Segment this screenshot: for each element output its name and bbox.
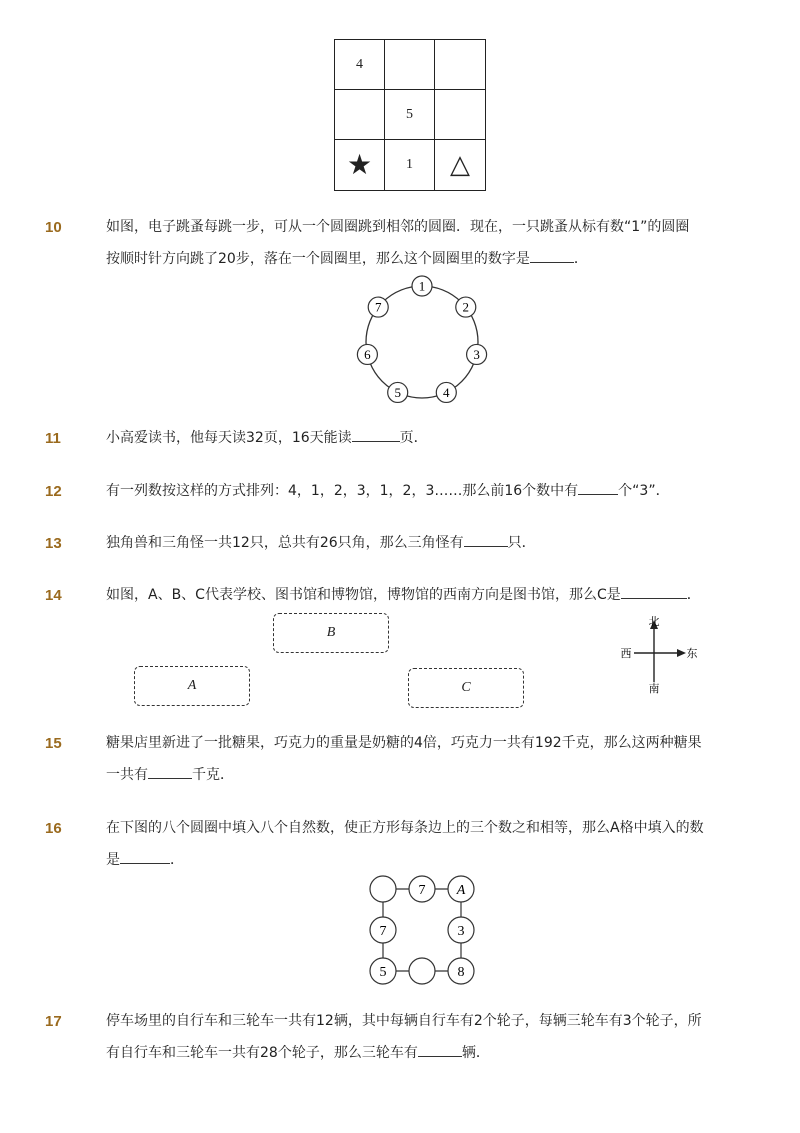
question-text xyxy=(106,579,726,611)
compass-east: 东 xyxy=(686,648,698,660)
answer-blank[interactable] xyxy=(418,1042,462,1057)
answer-blank[interactable] xyxy=(621,584,687,599)
compass-west: 西 xyxy=(620,648,632,660)
square-circles-diagram xyxy=(365,870,481,990)
question-text xyxy=(106,812,726,876)
ring-node-label: 5 xyxy=(394,384,401,400)
box-a: A xyxy=(134,666,250,706)
grid-cell xyxy=(385,40,435,90)
square-node-label: 7 xyxy=(379,924,387,939)
answer-blank[interactable] xyxy=(148,764,192,779)
question-number: 13 xyxy=(45,535,62,552)
box-b: B xyxy=(273,613,389,653)
ring-node-label: 3 xyxy=(473,346,480,362)
question-number: 16 xyxy=(45,820,62,837)
star-icon: ★ xyxy=(335,140,385,190)
question-text-part: 独角兽和三角怪一共12只，总共有26只角，那么三角怪有 xyxy=(106,535,464,551)
ring-node-label: 7 xyxy=(374,299,382,315)
question-text-part: 按顺时针方向跳了20步，落在一个圆圈里，那么这个圆圈里的数字是 xyxy=(106,251,530,267)
question-number: 15 xyxy=(45,735,62,752)
question-text xyxy=(106,422,726,454)
grid-cell xyxy=(435,90,485,140)
question-text-part: 辆． xyxy=(461,1045,490,1061)
ring-node-label: 6 xyxy=(364,346,371,362)
square-node xyxy=(370,876,396,902)
question-text-part: 千克． xyxy=(192,767,234,783)
question-number: 11 xyxy=(45,430,61,447)
compass-icon xyxy=(616,612,700,696)
question-text-part: ． xyxy=(170,852,184,868)
question-number: 17 xyxy=(45,1013,62,1030)
question-text xyxy=(106,727,726,791)
question-text-part: 页． xyxy=(399,430,428,446)
ring-node-label: 1 xyxy=(418,278,426,294)
ring-node-label: 2 xyxy=(462,299,470,315)
question-line: 在下图的八个圆圈中填入八个自然数，使正方形每条边上的三个数之和相等，那么A格中填入的数 xyxy=(106,820,704,836)
compass-south: 南 xyxy=(648,683,660,695)
question-text xyxy=(106,475,726,507)
grid-cell: 4 xyxy=(335,40,385,90)
question-text-part: 小高爱读书，他每天读32页，16天能读 xyxy=(106,430,352,446)
question-text-part: 一共有 xyxy=(106,767,148,783)
square-node-label: 5 xyxy=(379,965,387,980)
question-number: 14 xyxy=(45,587,62,604)
question-line: 糖果店里新进了一批糖果，巧克力的重量是奶糖的4倍，巧克力一共有192千克，那么这两种糖果 xyxy=(106,735,702,751)
question-text-part: ． xyxy=(686,587,701,603)
answer-blank[interactable] xyxy=(530,248,574,263)
question-line: 如图，电子跳蚤每跳一步，可从一个圆圈跳到相邻的圆圈．现在，一只跳蚤从标有数“1”的圆圈 xyxy=(106,219,690,235)
number-grid xyxy=(334,39,486,191)
question-number: 10 xyxy=(45,219,62,236)
question-text-part: 是 xyxy=(106,852,120,868)
answer-blank[interactable] xyxy=(352,427,400,442)
question-line: 停车场里的自行车和三轮车一共有12辆，其中每辆自行车有2个轮子，每辆三轮车有3个轮子，所 xyxy=(106,1013,702,1029)
square-node-label: 7 xyxy=(418,883,426,898)
grid-cell: 5 xyxy=(385,90,435,140)
question-line xyxy=(106,1037,726,1069)
grid-cell xyxy=(335,90,385,140)
square-node xyxy=(409,958,435,984)
compass-north: 北 xyxy=(648,616,660,628)
question-text-part: 有一列数按这样的方式排列：4，1，2，3，1，2，3……那么前16个数中有 xyxy=(106,483,579,499)
box-c: C xyxy=(408,668,524,708)
question-text-part: ． xyxy=(573,251,588,267)
question-text-part: 有自行车和三轮车一共有28个轮子，那么三轮车有 xyxy=(106,1045,418,1061)
answer-blank[interactable] xyxy=(120,849,170,864)
answer-blank[interactable] xyxy=(464,532,508,547)
question-text-part: 只． xyxy=(507,535,536,551)
question-line xyxy=(106,243,726,275)
grid-cell xyxy=(435,40,485,90)
square-node-label: 3 xyxy=(457,924,465,939)
ring-node-label: 4 xyxy=(443,384,450,400)
question-number: 12 xyxy=(45,483,62,500)
answer-blank[interactable] xyxy=(578,480,618,495)
ring-diagram xyxy=(350,272,494,404)
question-text-part: 个“3”． xyxy=(618,483,670,499)
question-text xyxy=(106,211,726,275)
question-text xyxy=(106,527,726,559)
triangle-icon: △ xyxy=(450,150,470,180)
question-line xyxy=(106,759,726,791)
square-node-label: A xyxy=(456,883,466,898)
grid-cell: 1 xyxy=(385,140,435,190)
question-text xyxy=(106,1005,726,1069)
square-node-label: 8 xyxy=(457,965,465,980)
question-text-part: 如图，A、B、C代表学校、图书馆和博物馆，博物馆的西南方向是图书馆，那么C是 xyxy=(106,587,621,603)
